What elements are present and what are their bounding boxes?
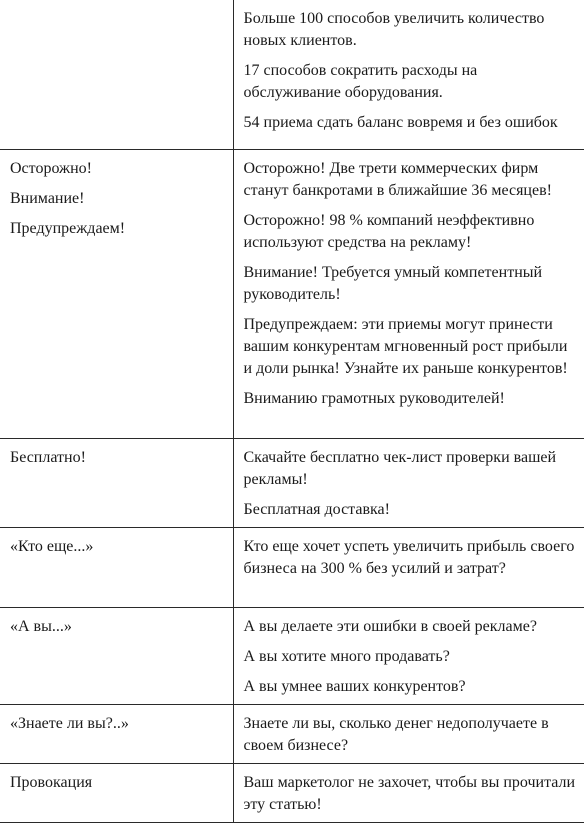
example-text: Вниманию грамотных руководителей!: [243, 389, 505, 407]
examples-cell: [233, 527, 584, 607]
example-text: Предупреждаем: эти приемы могут принести вашим конкурентам мгновенный рост прибыли и доли рынка! Узнайте их раньше конкурентов!: [243, 315, 568, 377]
technique-text: Бесплатно!: [10, 448, 86, 466]
table-row: [0, 607, 584, 704]
examples-cell: [233, 0, 584, 149]
technique-cell: [0, 607, 233, 704]
examples-cell: [233, 607, 584, 704]
technique-text: Предупреждаем!: [10, 219, 126, 237]
technique-text: Внимание!: [10, 189, 85, 207]
technique-cell: [0, 0, 233, 149]
technique-text: «Знаете ли вы?..»: [10, 714, 129, 732]
example-text: Осторожно! 98 % компаний неэффективно используют средства на рекламу!: [243, 211, 535, 251]
technique-cell: [0, 438, 233, 527]
technique-cell: [0, 704, 233, 763]
example-text: А вы хотите много продавать?: [243, 647, 450, 665]
example-text: Скачайте бесплатно чек-лист проверки вашей рекламы!: [243, 448, 557, 488]
table-row: [0, 704, 584, 763]
table-row: [0, 0, 584, 149]
example-text: Осторожно! Две трети коммерческих фирм станут банкротами в ближайшие 36 месяцев!: [243, 159, 552, 199]
examples-cell: [233, 438, 584, 527]
example-text: Знаете ли вы, сколько денег недополучаете в своем бизнесе?: [243, 714, 549, 754]
table-row: [0, 438, 584, 527]
example-text: 17 способов сократить расходы на обслуживание оборудования.: [243, 62, 478, 101]
technique-cell: [0, 527, 233, 607]
example-text: Больше 100 способов увеличить количество новых клиентов.: [243, 10, 545, 49]
technique-text: Провокация: [10, 773, 93, 791]
example-text: Кто еще хочет успеть увеличить прибыль своего бизнеса на 300 % без усилий и затрат?: [243, 537, 575, 577]
technique-cell: [0, 149, 233, 438]
technique-text: «Кто еще...»: [10, 537, 94, 555]
table-row: [0, 149, 584, 438]
example-text: А вы делаете эти ошибки в своей рекламе?: [243, 617, 537, 635]
examples-cell: [233, 149, 584, 438]
technique-text: Осторожно!: [10, 159, 92, 177]
examples-cell: [233, 704, 584, 763]
example-text: Внимание! Требуется умный компетентный руководитель!: [243, 263, 543, 303]
technique-text: «А вы...»: [10, 617, 72, 635]
example-text: Ваш маркетолог не захочет, чтобы вы прочитали эту статью!: [243, 773, 576, 813]
example-text: 54 приема сдать баланс вовремя и без ошибок: [243, 114, 558, 131]
example-text: Бесплатная доставка!: [243, 500, 390, 518]
table-row: [0, 527, 584, 607]
example-text: А вы умнее ваших конкурентов?: [243, 677, 466, 695]
